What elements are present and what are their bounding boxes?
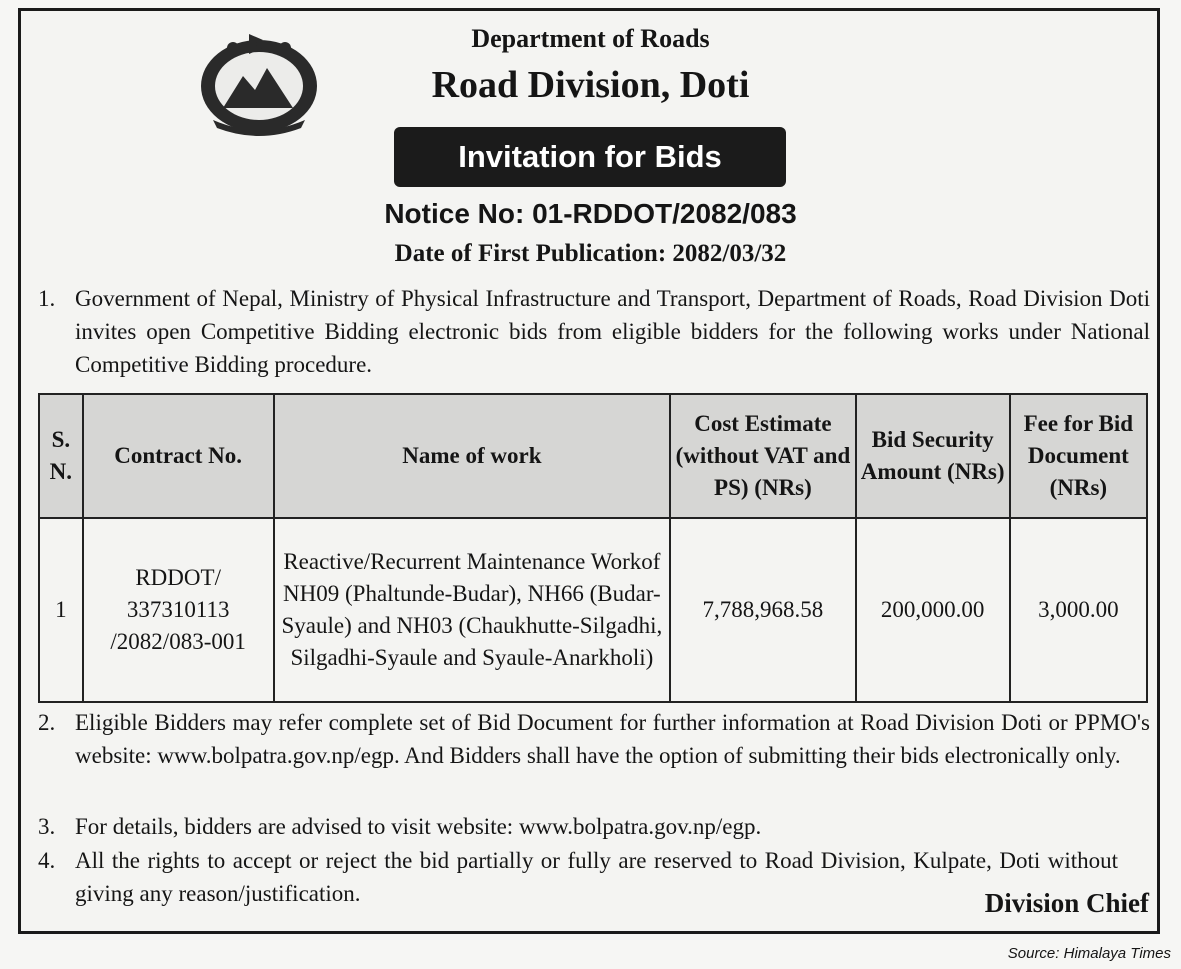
- title-banner: Invitation for Bids: [394, 127, 786, 187]
- point-text: For details, bidders are advised to visit website: www.bolpatra.gov.np/egp.: [75, 814, 762, 839]
- header-security: Bid Security Amount (NRs): [856, 394, 1010, 518]
- table-row: [39, 518, 1147, 702]
- cell-cost: 7,788,968.58: [670, 518, 856, 702]
- header-cost: Cost Estimate (without VAT and PS) (NRs): [670, 394, 856, 518]
- point-4: [38, 844, 1118, 910]
- cell-security: 200,000.00: [856, 518, 1010, 702]
- works-table: [38, 393, 1148, 703]
- point-number: 3.: [38, 814, 56, 839]
- header-sn: S. N.: [39, 394, 83, 518]
- publication-date: Date of First Publication: 2082/03/32: [394, 240, 787, 267]
- source-credit: Source: Himalaya Times: [1007, 945, 1171, 962]
- point-text: Government of Nepal, Ministry of Physical Infrastructure and Transport, Department of Roads, Road Division Doti invites open Competitive Bidding electronic bids from eligible bidders for the following works under National Competitive Bidding procedure.: [75, 286, 1150, 377]
- point-number: 4.: [38, 848, 56, 873]
- header-contract: Contract No.: [83, 394, 274, 518]
- cell-contract: RDDOT/ 337310113 /2082/083-001: [83, 518, 274, 702]
- signature-title: Division Chief: [984, 888, 1149, 918]
- header-work: Name of work: [274, 394, 671, 518]
- notice-number: Notice No: 01-RDDOT/2082/083: [384, 198, 797, 229]
- intro-paragraph: [38, 282, 1150, 381]
- point-number: 2.: [38, 710, 56, 735]
- point-number: 1.: [38, 286, 56, 311]
- point-2: [38, 706, 1150, 772]
- table-header-row: [39, 394, 1147, 518]
- point-3: [38, 810, 1150, 843]
- division-name: Road Division, Doti: [431, 64, 750, 106]
- cell-sn: 1: [39, 518, 83, 702]
- cell-work: Reactive/Recurrent Maintenance Workof NH09 (Phaltunde-Budar), NH66 (Budar-Syaule) and NH03 (Chaukhutte-Silgadhi, Silgadhi-Syaule and Syaule-Anarkholi): [274, 518, 671, 702]
- point-text: All the rights to accept or reject the bid partially or fully are reserved to Road Division, Kulpate, Doti without giving any reason/justification.: [75, 848, 1118, 906]
- header-fee: Fee for Bid Document (NRs): [1010, 394, 1147, 518]
- department-name: Department of Roads: [471, 24, 710, 53]
- cell-fee: 3,000.00: [1010, 518, 1147, 702]
- point-text: Eligible Bidders may refer complete set of Bid Document for further information at Road Division Doti or PPMO's website: www.bolpatra.gov.np/egp. And Bidders shall have the option of submitting their bids electronically only.: [75, 710, 1150, 768]
